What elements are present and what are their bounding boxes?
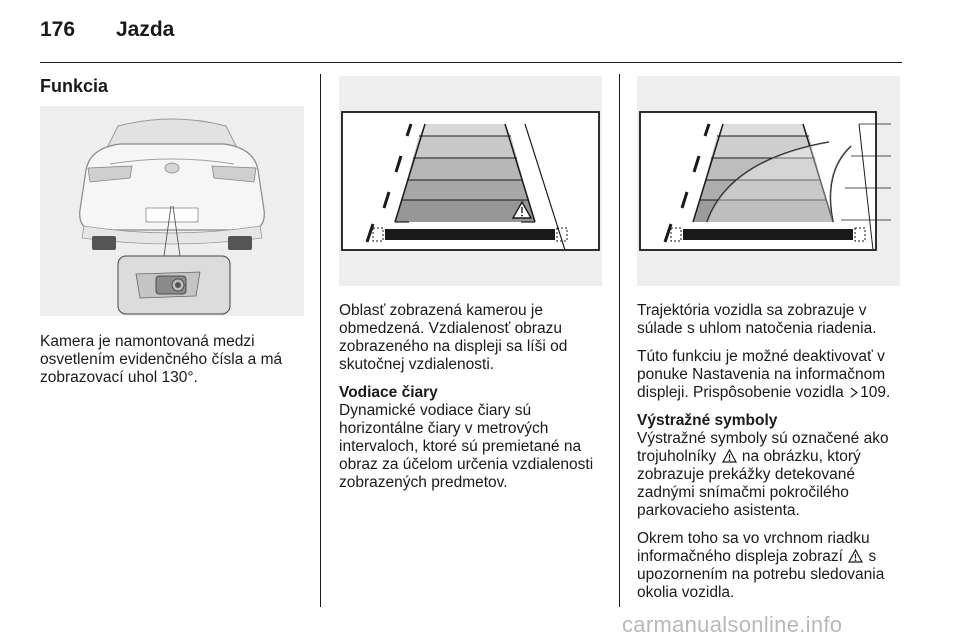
column-divider-left [320,74,321,607]
section-heading: Funkcia [40,76,109,96]
guide-lines-diagram [339,76,602,286]
column-divider-right [619,74,620,607]
camera-caption-text: Kamera je namontovaná medzi osvetlením evidenčného čísla a má zobrazovací uhol 130°. [40,333,283,386]
watermark: carmanualsonline.info [622,612,843,637]
guide-lines-text: Dynamické vodiace čiary sú horizontálne čiary v metrových intervaloch, ktoré sú premietané na obraz za účelom určenia vzdialenosti zobrazených predmetov. [339,402,594,491]
deactivate-page-ref: 109. [860,384,891,401]
warning-heading: Výstražné symboly [637,412,778,429]
warning-triangle-icon [848,549,863,563]
warning-text-b: na obrázku, ktorý zobrazuje prekážky detekované zadnými snímačmi pokročilého parkovacieho asistenta. [637,448,861,519]
page-reference-icon [850,387,858,398]
camera-area-text [339,302,607,502]
trajectory-diagram [637,76,900,286]
warning-text-a: Výstražné symboly sú označené ako trojuholníky [637,430,889,465]
guide-lines-paragraph [339,384,607,492]
trajectory-paragraph: Trajektória vozidla sa zobrazuje v súlade s uhlom natočenia riadenia. [637,302,877,337]
top-line-paragraph [637,530,905,602]
trajectory-text [637,302,905,612]
top-line-text-b: s upozornením na potrebu sledovania okolia vozidla. [637,548,885,601]
warning-triangle-icon [722,449,737,463]
top-line-text-a: Okrem toho sa vo vrchnom riadku informačného displeja zobrazí [637,530,870,565]
rear-camera-illustration [40,106,304,316]
deactivate-paragraph [637,348,905,402]
page-number: 176 [40,18,76,41]
camera-area-paragraph: Oblasť zobrazená kamerou je obmedzená. Vzdialenosť obrazu zobrazeného na displeji sa líši od skutočnej vzdialenosti. [339,302,568,373]
deactivate-text: Túto funkciu je možné deaktivovať v ponuke Nastavenia na informačnom displeji. Prispôsobenie vozidla [637,348,886,401]
header-rule [40,62,902,63]
chapter-title: Jazda [116,18,175,41]
warning-paragraph [637,412,905,520]
camera-caption [40,333,302,397]
guide-lines-heading: Vodiace čiary [339,384,438,401]
